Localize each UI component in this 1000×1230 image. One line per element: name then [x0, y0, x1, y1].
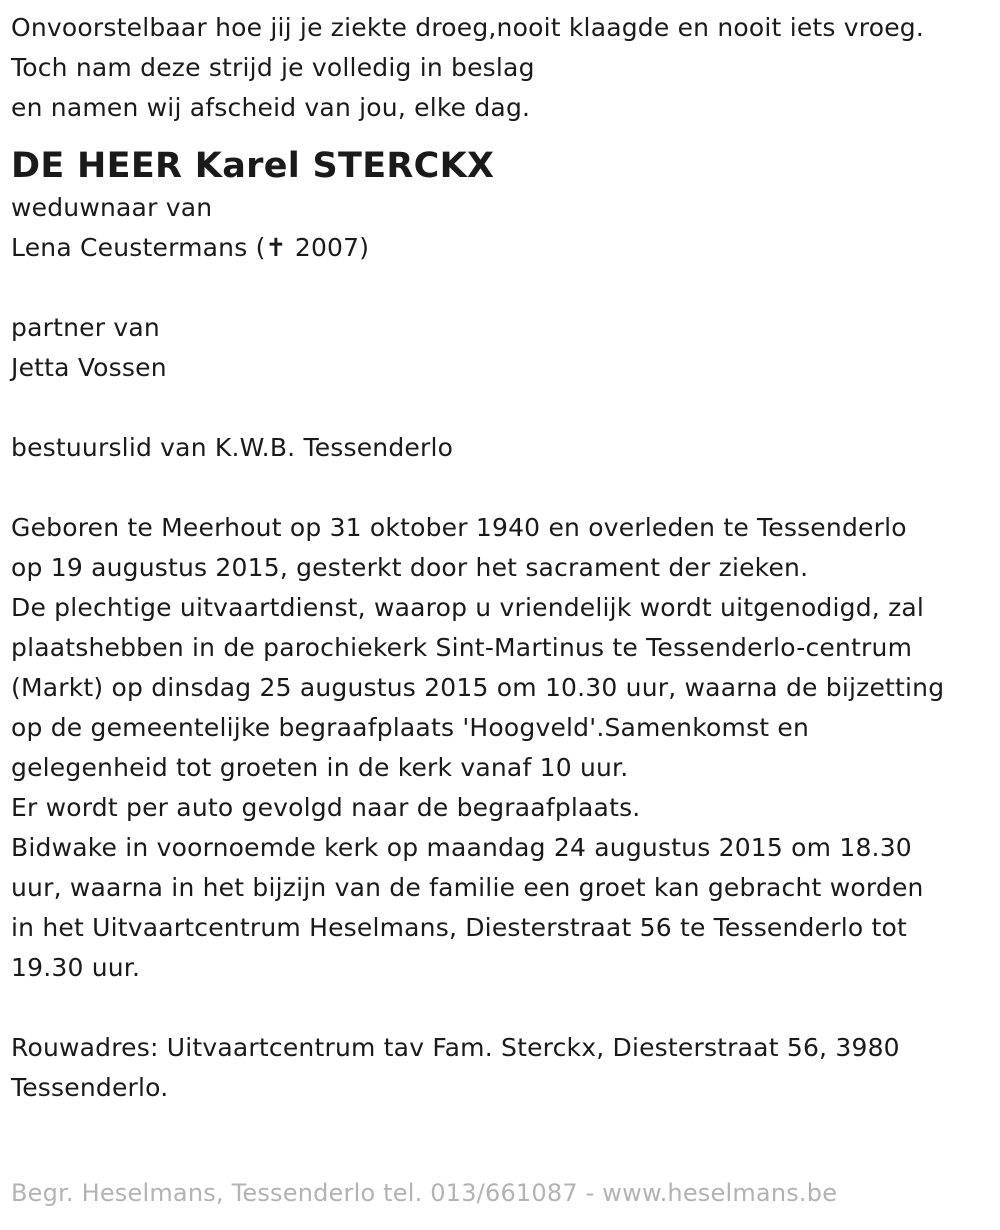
deceased-name: DE HEER Karel STERCKX	[11, 146, 495, 186]
announcement-line: plaatshebben in de parochiekerk Sint-Martinus te Tessenderlo-centrum	[11, 633, 913, 662]
poem-line: Toch nam deze strijd je volledig in beslag	[11, 53, 535, 82]
announcement-line: op 19 augustus 2015, gesterkt door het sacrament der zieken.	[11, 553, 809, 582]
funeral-announcement	[11, 508, 991, 988]
announcement-line: (Markt) op dinsdag 25 augustus 2015 om 10.30 uur, waarna de bijzetting	[11, 673, 945, 702]
announcement-line: 19.30 uur.	[11, 953, 141, 982]
announcement-line: in het Uitvaartcentrum Heselmans, Diesterstraat 56 te Tessenderlo tot	[11, 913, 907, 942]
spacer	[11, 388, 991, 428]
announcement-line: op de gemeentelijke begraafplaats 'Hoogveld'.Samenkomst en	[11, 713, 810, 742]
spacer	[11, 988, 991, 1028]
announcement-line: Geboren te Meerhout op 31 oktober 1940 en overleden te Tessenderlo	[11, 513, 907, 542]
partner-name: Jetta Vossen	[11, 353, 167, 382]
obituary-notice	[11, 8, 991, 1108]
poem-line: en namen wij afscheid van jou, elke dag.	[11, 93, 531, 122]
announcement-line: Er wordt per auto gevolgd naar de begraafplaats.	[11, 793, 641, 822]
spacer	[11, 268, 991, 308]
mourning-address	[11, 1028, 991, 1108]
poem	[11, 8, 991, 128]
funeral-home-footer: Begr. Heselmans, Tessenderlo tel. 013/661087 - www.heselmans.be	[11, 1179, 838, 1207]
announcement-line: uur, waarna in het bijzijn van de familie een groet kan gebracht worden	[11, 873, 924, 902]
role-text: bestuurslid van K.W.B. Tessenderlo	[11, 433, 454, 462]
partner-label: partner van	[11, 313, 160, 342]
address-line: Rouwadres: Uitvaartcentrum tav Fam. Sterckx, Diesterstraat 56, 3980	[11, 1033, 900, 1062]
announcement-line: De plechtige uitvaartdienst, waarop u vriendelijk wordt uitgenodigd, zal	[11, 593, 925, 622]
poem-line: Onvoorstelbaar hoe jij je ziekte droeg,nooit klaagde en nooit iets vroeg.	[11, 13, 925, 42]
spacer	[11, 468, 991, 508]
announcement-line: Bidwake in voornoemde kerk op maandag 24 augustus 2015 om 18.30	[11, 833, 912, 862]
address-line: Tessenderlo.	[11, 1073, 169, 1102]
announcement-line: gelegenheid tot groeten in de kerk vanaf 10 uur.	[11, 753, 629, 782]
widower-label: weduwnaar van	[11, 193, 213, 222]
late-spouse-name: Lena Ceustermans (✝ 2007)	[11, 233, 370, 262]
